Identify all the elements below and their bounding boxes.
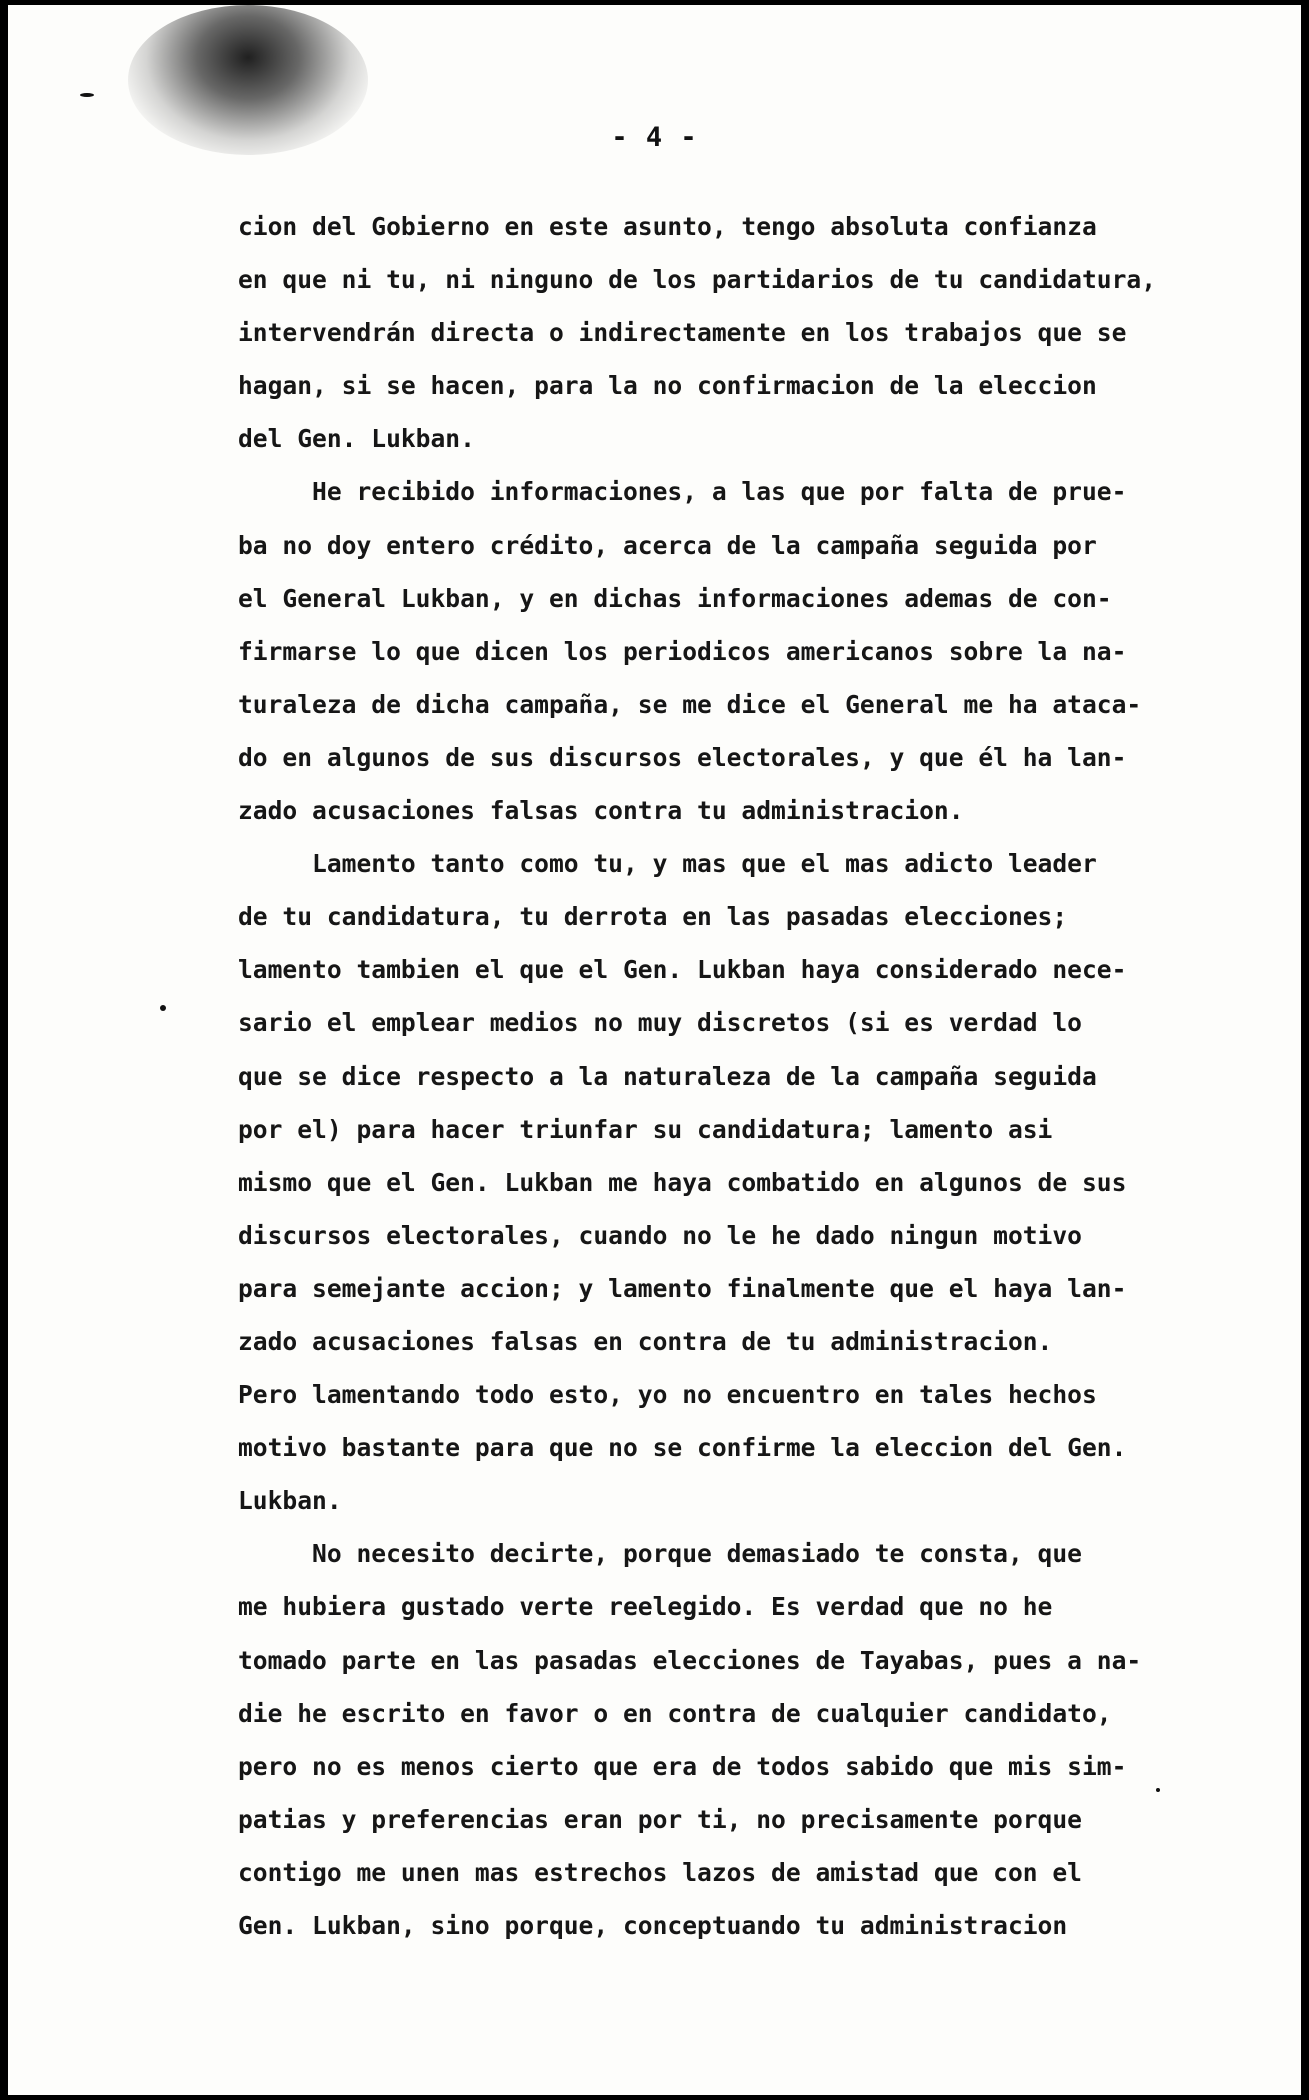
paragraph <box>238 200 1198 465</box>
paragraph <box>238 1527 1198 1952</box>
text-line: intervendrán directa o indirectamente en los trabajos que se <box>238 318 1127 348</box>
paragraph <box>238 837 1198 1527</box>
text-line: patias y preferencias eran por ti, no precisamente porque <box>238 1804 1082 1834</box>
text-line: ba no doy entero crédito, acerca de la campaña seguida por <box>238 530 1097 560</box>
text-line: tomado parte en las pasadas elecciones de Tayabas, pues a na- <box>238 1645 1142 1675</box>
text-line: por el) para hacer triunfar su candidatura; lamento asi <box>238 1114 1053 1144</box>
text-line: cion del Gobierno en este asunto, tengo absoluta confianza <box>238 212 1097 241</box>
text-line: que se dice respecto a la naturaleza de la campaña seguida <box>238 1061 1097 1091</box>
text-line: para semejante accion; y lamento finalmente que el haya lan- <box>238 1273 1127 1303</box>
text-line: motivo bastante para que no se confirme la eleccion del Gen. <box>238 1433 1127 1463</box>
text-line: turaleza de dicha campaña, se me dice el General me ha ataca- <box>238 689 1142 719</box>
text-line: pero no es menos cierto que era de todos sabido que mis sim- <box>238 1751 1127 1781</box>
text-line: en que ni tu, ni ninguno de los partidarios de tu candidatura, <box>238 265 1157 295</box>
letter-body <box>238 200 1198 1952</box>
text-line: zado acusaciones falsas contra tu administracion. <box>238 796 964 826</box>
text-line: Lukban. <box>238 1486 342 1516</box>
text-line: discursos electorales, cuando no le he dado ningun motivo <box>238 1220 1082 1250</box>
text-line: lamento tambien el que el Gen. Lukban haya considerado nece- <box>238 955 1127 985</box>
stray-mark <box>160 1005 166 1011</box>
text-line: mismo que el Gen. Lukban me haya combatido en algunos de sus <box>238 1167 1127 1197</box>
text-line: sario el emplear medios no muy discretos (si es verdad lo <box>238 1008 1082 1038</box>
text-line: me hubiera gustado verte reelegido. Es verdad que no he <box>238 1592 1053 1622</box>
text-line: de tu candidatura, tu derrota en las pasadas elecciones; <box>238 902 1068 932</box>
text-line: firmarse lo que dicen los periodicos americanos sobre la na- <box>238 636 1127 666</box>
text-line: el General Lukban, y en dichas informaciones ademas de con- <box>238 583 1112 613</box>
text-line: He recibido informaciones, a las que por falta de prue- <box>238 477 1127 507</box>
text-line: del Gen. Lukban. <box>238 424 475 454</box>
text-line: zado acusaciones falsas en contra de tu administracion. <box>238 1326 1053 1356</box>
stray-mark <box>80 93 94 97</box>
text-line: die he escrito en favor o en contra de cualquier candidato, <box>238 1698 1112 1728</box>
text-line: do en algunos de sus discursos electorales, y que él ha lan- <box>238 742 1127 772</box>
text-line: hagan, si se hacen, para la no confirmacion de la eleccion <box>238 371 1097 401</box>
paragraph <box>238 465 1198 837</box>
text-line: Gen. Lukban, sino porque, conceptuando tu administracion <box>238 1911 1068 1940</box>
text-line: No necesito decirte, porque demasiado te consta, que <box>238 1539 1082 1569</box>
text-line: Lamento tanto como tu, y mas que el mas adicto leader <box>238 849 1097 879</box>
page-number: - 4 - <box>611 122 698 153</box>
text-line: Pero lamentando todo esto, yo no encuentro en tales hechos <box>238 1380 1097 1410</box>
text-line: contigo me unen mas estrechos lazos de amistad que con el <box>238 1857 1082 1887</box>
